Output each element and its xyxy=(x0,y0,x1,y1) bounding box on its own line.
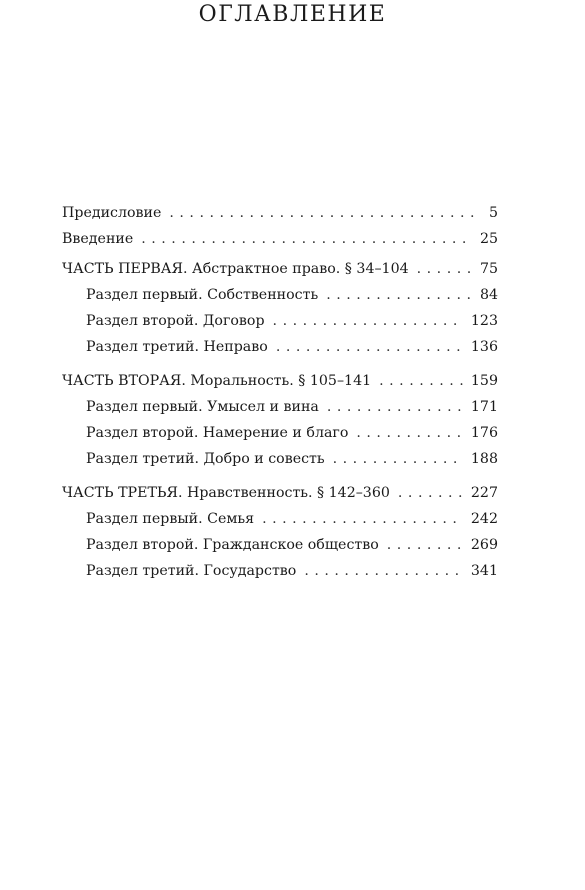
toc-entry-label: Раздел первый. Семья xyxy=(86,511,255,527)
toc-entry-label: Раздел третий. Государство xyxy=(86,563,297,579)
toc-entry-section[interactable] xyxy=(62,334,498,360)
toc-page-number: 171 xyxy=(470,399,498,415)
toc-entry-label: ЧАСТЬ ПЕРВАЯ. Абстрактное право. § 34–104 xyxy=(62,261,409,277)
dot-leader xyxy=(273,308,463,334)
toc-entry-section[interactable] xyxy=(62,506,498,532)
toc-entry-label: Раздел третий. Добро и совесть xyxy=(86,451,325,467)
dot-leader xyxy=(169,200,481,226)
toc-entry-label: ЧАСТЬ ТРЕТЬЯ. Нравственность. § 142–360 xyxy=(62,485,390,501)
dot-leader xyxy=(387,532,463,558)
dot-leader xyxy=(327,394,463,420)
dot-leader xyxy=(379,368,463,394)
dot-leader xyxy=(276,334,463,360)
toc-entry-label: Раздел второй. Намерение и благо xyxy=(86,425,349,441)
toc-entry-label: Предисловие xyxy=(62,205,162,221)
toc-entry-label: Введение xyxy=(62,231,134,247)
toc-entry-label: Раздел первый. Собственность xyxy=(86,287,319,303)
dot-leader xyxy=(417,256,472,282)
toc-page-number: 159 xyxy=(470,373,498,389)
toc-entry-introduction[interactable] xyxy=(62,226,498,252)
dot-leader xyxy=(326,282,472,308)
toc-entry-section[interactable] xyxy=(62,420,498,446)
toc-part-three xyxy=(62,480,498,584)
toc-entry-section[interactable] xyxy=(62,532,498,558)
page-title: ОГЛАВЛЕНИЕ xyxy=(198,2,387,27)
toc-page-number: 188 xyxy=(470,451,498,467)
toc-entry-part[interactable] xyxy=(62,368,498,394)
toc-entry-label: Раздел второй. Гражданское общество xyxy=(86,537,379,553)
dot-leader xyxy=(304,558,463,584)
dot-leader xyxy=(141,226,472,252)
toc-entry-label: Раздел второй. Договор xyxy=(86,313,265,329)
toc-page-number: 5 xyxy=(488,205,498,221)
toc-entry-preface[interactable] xyxy=(62,200,498,226)
dot-leader xyxy=(333,446,463,472)
toc-page-number: 176 xyxy=(470,425,498,441)
toc-page-number: 25 xyxy=(479,231,498,247)
toc-entry-label: Раздел третий. Неправо xyxy=(86,339,268,355)
toc-entry-label: ЧАСТЬ ВТОРАЯ. Моральность. § 105–141 xyxy=(62,373,372,389)
toc-entry-part[interactable] xyxy=(62,256,498,282)
toc-entry-label: Раздел первый. Умысел и вина xyxy=(86,399,319,415)
toc-entry-part[interactable] xyxy=(62,480,498,506)
toc-part-two xyxy=(62,368,498,472)
toc-page-number: 227 xyxy=(470,485,498,501)
dot-leader xyxy=(262,506,463,532)
toc-entry-section[interactable] xyxy=(62,446,498,472)
table-of-contents xyxy=(62,200,498,592)
toc-page-number: 242 xyxy=(470,511,498,527)
toc-entry-section[interactable] xyxy=(62,282,498,308)
toc-entry-section[interactable] xyxy=(62,558,498,584)
toc-part-one xyxy=(62,256,498,360)
toc-page-number: 75 xyxy=(479,261,498,277)
toc-page-number: 84 xyxy=(479,287,498,303)
toc-page-number: 123 xyxy=(470,313,498,329)
dot-leader xyxy=(398,480,463,506)
toc-page-number: 341 xyxy=(470,563,498,579)
toc-entry-section[interactable] xyxy=(62,308,498,334)
toc-front-matter xyxy=(62,200,498,252)
toc-page-number: 269 xyxy=(470,537,498,553)
dot-leader xyxy=(356,420,463,446)
toc-page-number: 136 xyxy=(470,339,498,355)
toc-entry-section[interactable] xyxy=(62,394,498,420)
